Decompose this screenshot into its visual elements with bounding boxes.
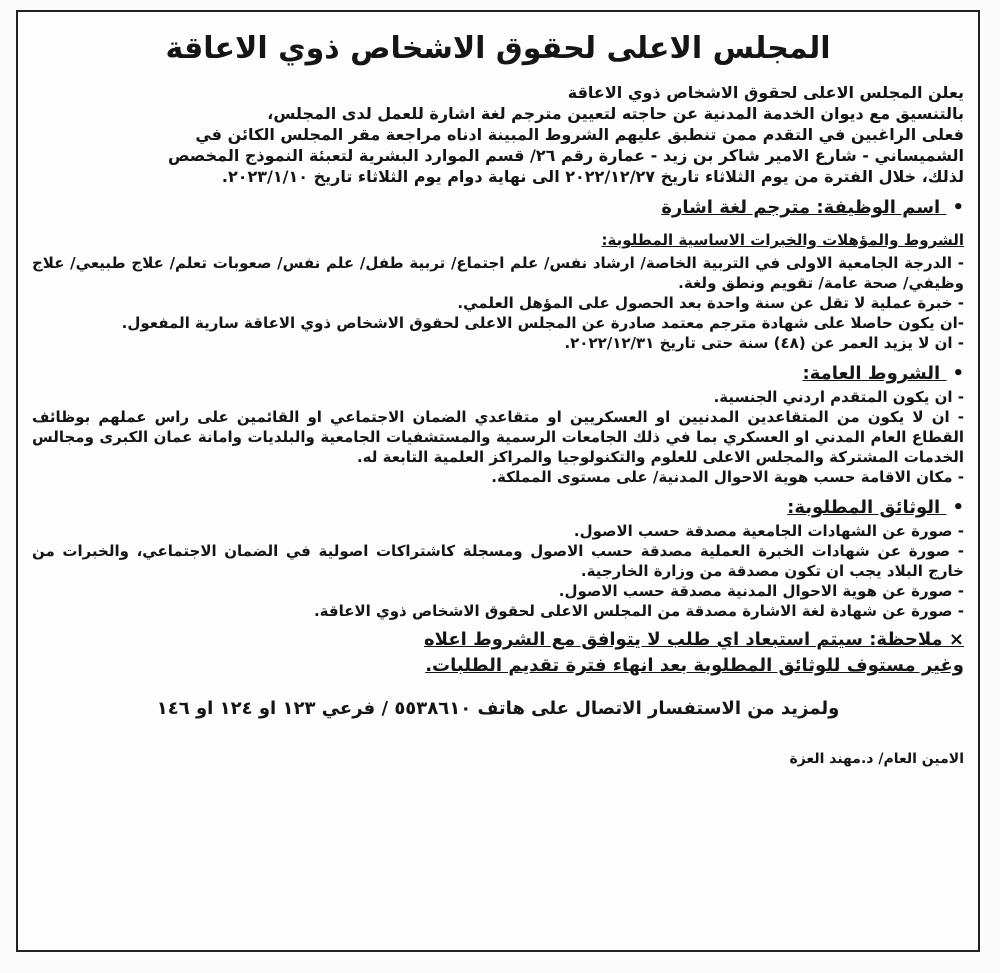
document-item: - صورة عن شهادة لغة الاشارة مصدقة من المجلس الاعلى لحقوق الاشخاص ذوي الاعاقة. xyxy=(313,602,964,620)
job-title-heading xyxy=(32,195,964,221)
ad-title: المجلس الاعلى لحقوق الاشخاص ذوي الاعاقة xyxy=(165,31,831,66)
ad-frame xyxy=(16,10,980,952)
intro-line: الشميساني - شارع الامير شاكر بن زيد - عمارة رقم ٢٦/ قسم الموارد البشرية لتعبئة النموذج المخصص xyxy=(167,146,964,165)
qualification-item: - ان لا يزيد العمر عن (٤٨) سنة حتى تاريخ ٢٠٢٢/١٢/٣١. xyxy=(564,334,964,352)
general-condition-item: - ان يكون المتقدم اردني الجنسية. xyxy=(713,388,964,406)
qualification-item: - خبرة عملية لا تقل عن سنة واحدة بعد الحصول على المؤهل العلمي. xyxy=(457,294,964,312)
contact-line: ولمزيد من الاستفسار الاتصال على هاتف ٥٥٣٨٦١٠ / فرعي ١٢٣ او ١٢٤ او ١٤٦ xyxy=(156,698,840,719)
documents-section xyxy=(32,495,964,621)
intro-line: فعلى الراغبين في التقدم ممن تنطبق عليهم الشروط المبينة ادناه مراجعة مقر المجلس الكائن في xyxy=(195,125,964,144)
note-line: × ملاحظة: سيتم استبعاد اي طلب لا يتوافق مع الشروط اعلاه xyxy=(424,629,964,650)
bullet-icon: • xyxy=(952,497,964,518)
intro-line: لذلك، خلال الفترة من يوم الثلاثاء تاريخ ٢٠٢٢/١٢/٢٧ الى نهاية دوام يوم الثلاثاء تاريخ ٢٠٢٣/١/١٠. xyxy=(221,167,964,186)
document-item: - صورة عن هوية الاحوال المدنية مصدقة حسب الاصول. xyxy=(558,582,964,600)
qualifications-list xyxy=(32,253,964,353)
documents-title: الوثائق المطلوبة: xyxy=(787,497,941,518)
qualification-item: - الدرجة الجامعية الاولى في التربية الخاصة/ ارشاد نفس/ علم اجتماع/ تربية طفل/ علم نفس/ صعوبات تعلم/ علاج طبيعي/ علاج وظيفي/ صحة عامة/ تقويم ونطق ولغة. xyxy=(32,254,964,292)
job-title-text: اسم الوظيفة: مترجم لغة اشارة xyxy=(661,197,941,218)
ad-content xyxy=(32,26,964,936)
note-line: وغير مستوف للوثائق المطلوبة بعد انهاء فترة تقديم الطلبات. xyxy=(425,655,964,676)
signature-line: الامين العام/ د.مهند العزة xyxy=(789,751,964,767)
documents-list xyxy=(32,521,964,621)
documents-heading xyxy=(32,495,964,521)
bullet-icon: • xyxy=(952,363,964,384)
document-item: - صورة عن الشهادات الجامعية مصدقة حسب الاصول. xyxy=(573,522,964,540)
general-condition-item: - مكان الاقامة حسب هوية الاحوال المدنية/ على مستوى المملكة. xyxy=(491,468,964,486)
document-item: - صورة عن شهادات الخبرة العملية مصدقة حسب الاصول ومسجلة كاشتراكات اصولية في الضمان الاجتماعي، والخبرات من خارج البلاد يجب ان تكون مصدقة من وزارة الخارجية. xyxy=(32,542,964,580)
note-block xyxy=(32,627,964,679)
general-conditions-heading xyxy=(32,361,964,387)
qualifications-heading: الشروط والمؤهلات والخبرات الاساسية المطلوبة: xyxy=(601,231,964,249)
general-conditions-title: الشروط العامة: xyxy=(802,363,941,384)
intro-block xyxy=(32,82,964,187)
qualification-item: -ان يكون حاصلا على شهادة مترجم معتمد صادرة عن المجلس الاعلى لحقوق الاشخاص ذوي الاعاقة سارية المفعول. xyxy=(121,314,964,332)
general-conditions-list xyxy=(32,387,964,487)
general-condition-item: - ان لا يكون من المتقاعدين المدنيين او العسكريين او متقاعدي الضمان الاجتماعي او القائمين على راس عملهم بوظائف القطاع العام المدني او العسكري بما في ذلك الجامعات الرسمية والمستشفيات الجامعية والبلديات وامانة عمان الكبرى ومجالس الخدمات المشتركة والمجلس الاعلى للعلوم والتكنولوجيا والمراكز العلمية التابعة له. xyxy=(32,408,964,466)
intro-line: بالتنسيق مع ديوان الخدمة المدنية عن حاجته لتعيين مترجم لغة اشارة للعمل لدى المجلس، xyxy=(267,104,964,123)
general-conditions-section xyxy=(32,361,964,487)
job-title-section xyxy=(32,195,964,221)
intro-line: يعلن المجلس الاعلى لحقوق الاشخاص ذوي الاعاقة xyxy=(567,83,964,102)
bullet-icon: • xyxy=(952,197,964,218)
qualifications-section xyxy=(32,229,964,353)
